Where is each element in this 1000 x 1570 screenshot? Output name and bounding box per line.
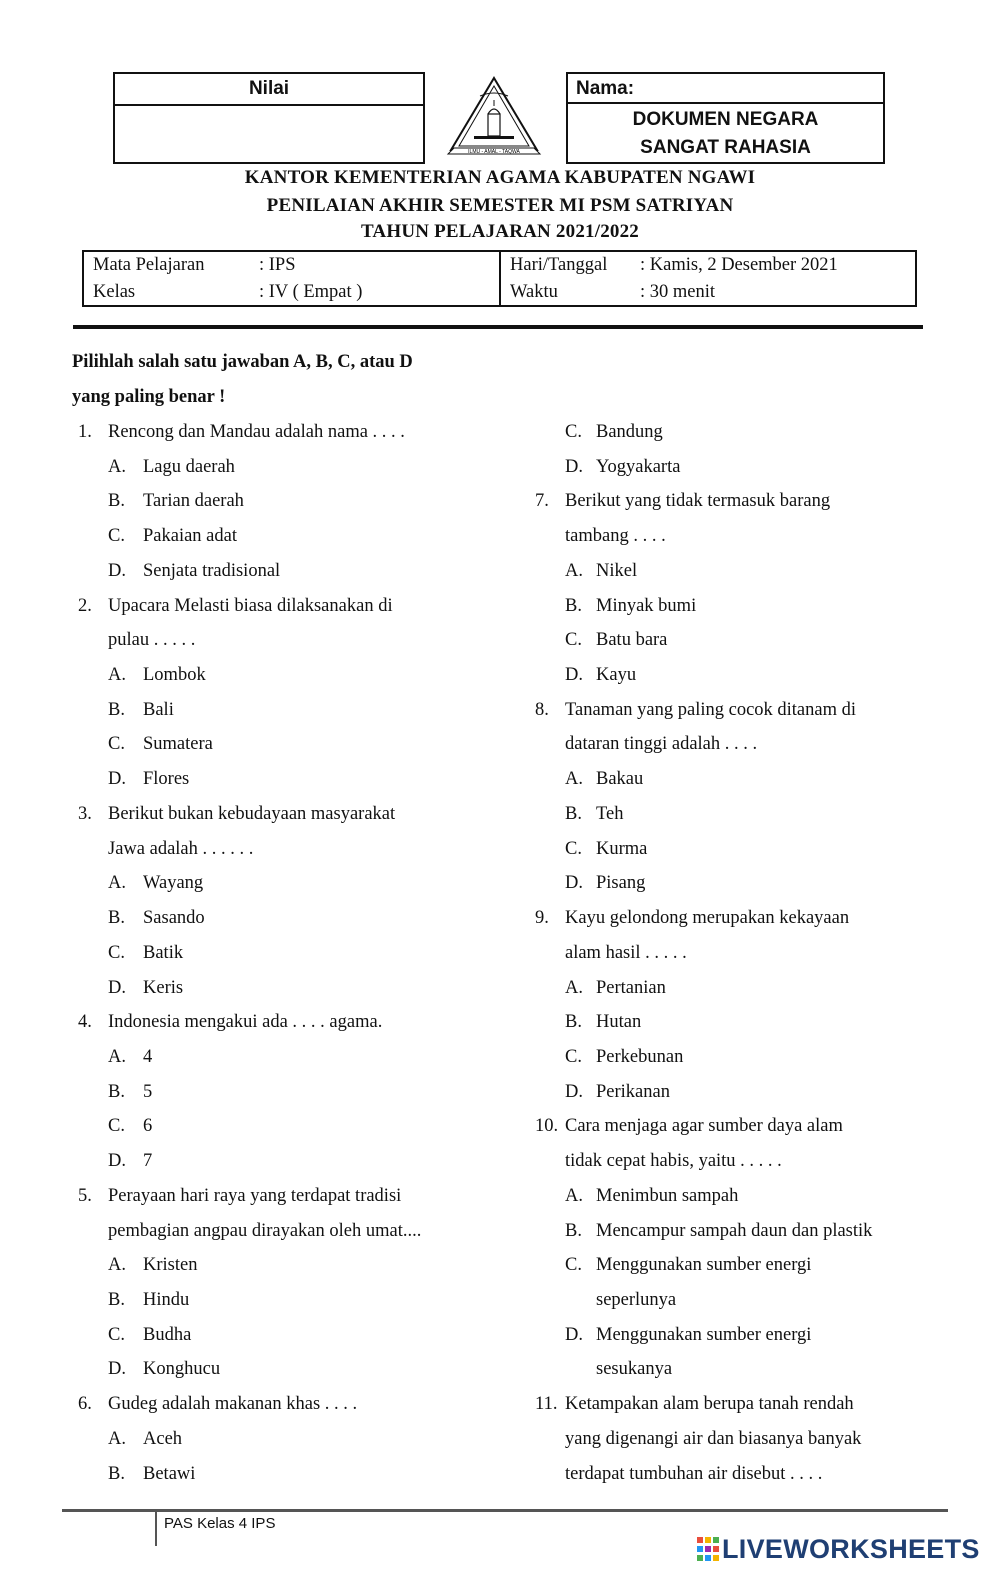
mapel-label: Mata Pelajaran: [93, 255, 205, 275]
question-number: 8.: [535, 699, 549, 720]
question-number: 10.: [535, 1116, 559, 1137]
question-text: pulau . . . . .: [108, 630, 196, 651]
option-text[interactable]: Pertanian: [596, 977, 666, 998]
option-text[interactable]: 4: [143, 1046, 153, 1067]
option-letter[interactable]: D.: [565, 456, 583, 477]
option-letter[interactable]: C.: [565, 1046, 582, 1067]
option-letter[interactable]: B.: [565, 595, 582, 616]
question-number: 9.: [535, 908, 549, 929]
option-text[interactable]: 5: [143, 1081, 153, 1102]
option-letter[interactable]: B.: [108, 491, 125, 512]
option-letter[interactable]: A.: [108, 1428, 126, 1449]
question-text: Jawa adalah . . . . . .: [108, 838, 254, 859]
option-text[interactable]: Menggunakan sumber energi: [596, 1324, 812, 1345]
hari-value: : Kamis, 2 Desember 2021: [640, 255, 838, 275]
option-letter[interactable]: A.: [108, 1046, 126, 1067]
option-text[interactable]: Lombok: [143, 665, 206, 686]
header-separator: [73, 325, 923, 329]
option-letter[interactable]: A.: [565, 977, 583, 998]
nama-box: [566, 72, 885, 164]
option-letter[interactable]: D.: [565, 873, 583, 894]
option-text[interactable]: Bali: [143, 699, 174, 720]
option-letter[interactable]: B.: [565, 1012, 582, 1033]
question-text: Cara menjaga agar sumber daya alam: [565, 1116, 843, 1137]
mapel-value: : IPS: [259, 255, 296, 275]
option-text[interactable]: Budha: [143, 1324, 192, 1345]
option-letter[interactable]: A.: [565, 1185, 583, 1206]
option-text[interactable]: Teh: [596, 803, 624, 824]
question-text: Rencong dan Mandau adalah nama . . . .: [108, 422, 405, 442]
option-text[interactable]: Tarian daerah: [143, 491, 244, 512]
question-text: Tanaman yang paling cocok ditanam di: [565, 699, 857, 720]
option-text[interactable]: Menggunakan sumber energi: [596, 1255, 812, 1276]
option-letter[interactable]: C.: [108, 526, 125, 547]
waktu-label: Waktu: [510, 282, 558, 302]
hari-label: Hari/Tanggal: [510, 255, 608, 275]
question-number: 7.: [535, 491, 549, 512]
liveworksheets-logo-icon: [697, 1537, 719, 1561]
option-text[interactable]: Aceh: [143, 1428, 183, 1449]
option-letter[interactable]: B.: [108, 1081, 125, 1102]
option-letter[interactable]: A.: [565, 560, 583, 581]
option-letter[interactable]: A.: [108, 665, 126, 686]
option-text[interactable]: Hindu: [143, 1290, 190, 1310]
option-letter[interactable]: A.: [565, 769, 583, 790]
option-letter[interactable]: C.: [108, 1324, 125, 1345]
option-text[interactable]: Yogyakarta: [596, 456, 681, 477]
nilai-label: Nilai: [115, 74, 423, 106]
option-text[interactable]: Betawi: [143, 1463, 196, 1484]
option-text[interactable]: Flores: [143, 769, 190, 790]
question-text: tambang . . . .: [565, 526, 666, 547]
question-text: Berikut yang tidak termasuk barang: [565, 491, 831, 512]
option-letter[interactable]: B.: [108, 699, 125, 720]
option-text[interactable]: Keris: [143, 977, 184, 998]
option-letter[interactable]: D.: [108, 977, 126, 998]
option-text[interactable]: Bakau: [596, 769, 644, 790]
footer-label: PAS Kelas 4 IPS: [164, 1515, 276, 1532]
option-letter[interactable]: D.: [565, 665, 583, 686]
option-letter[interactable]: C.: [565, 1255, 582, 1276]
question-text: tidak cepat habis, yaitu . . . . .: [565, 1151, 782, 1172]
option-text[interactable]: Kristen: [143, 1255, 198, 1276]
option-text[interactable]: Pakaian adat: [143, 526, 237, 547]
footer-tick: [155, 1512, 157, 1546]
doc-line1: DOKUMEN NEGARA: [632, 109, 819, 130]
option-text[interactable]: seperlunya: [596, 1290, 677, 1310]
kelas-label: Kelas: [93, 282, 136, 302]
footer-rule: [62, 1509, 948, 1512]
option-text[interactable]: Sasando: [143, 908, 205, 929]
question-text: Upacara Melasti biasa dilaksanakan di: [108, 595, 393, 616]
option-text[interactable]: Kayu: [596, 665, 637, 686]
option-letter[interactable]: B.: [108, 1290, 125, 1310]
option-letter[interactable]: D.: [565, 1081, 583, 1102]
kelas-value: : IV ( Empat ): [259, 282, 363, 302]
title-line2: PENILAIAN AKHIR SEMESTER MI PSM SATRIYAN: [266, 195, 734, 216]
option-text[interactable]: Perikanan: [596, 1081, 670, 1102]
option-text[interactable]: Pisang: [596, 873, 646, 894]
option-letter[interactable]: A.: [108, 873, 126, 894]
option-text[interactable]: Bandung: [596, 422, 663, 442]
info-divider: [499, 252, 501, 305]
question-number: 3.: [78, 803, 92, 824]
waktu-value: : 30 menit: [640, 282, 716, 302]
instruction-line2: yang paling benar !: [72, 387, 226, 407]
question-text: terdapat tumbuhan air disebut . . . .: [565, 1463, 823, 1484]
option-letter[interactable]: B.: [565, 803, 582, 824]
option-letter[interactable]: C.: [108, 942, 125, 963]
question-number: 6.: [78, 1394, 92, 1415]
instruction-line1: Pilihlah salah satu jawaban A, B, C, atau D: [72, 352, 413, 372]
option-letter[interactable]: A.: [108, 1255, 126, 1276]
option-letter[interactable]: D.: [565, 1324, 583, 1345]
question-number: 11.: [535, 1394, 558, 1415]
option-text[interactable]: Perkebunan: [596, 1046, 684, 1067]
option-text[interactable]: Batu bara: [596, 630, 668, 651]
option-text[interactable]: Batik: [143, 942, 184, 963]
option-letter[interactable]: D.: [108, 769, 126, 790]
question-number: 2.: [78, 595, 92, 616]
logo-motto: ILMU - AMAL - TAQWA: [468, 149, 520, 155]
question-text: Perayaan hari raya yang terdapat tradisi: [108, 1185, 402, 1206]
option-text[interactable]: Kurma: [596, 838, 648, 859]
school-logo: [444, 74, 544, 160]
option-letter[interactable]: C.: [565, 838, 582, 859]
option-text[interactable]: Konghucu: [143, 1359, 221, 1380]
liveworksheets-brand[interactable]: [697, 1534, 980, 1564]
question-text: yang digenangi air dan biasanya banyak: [565, 1428, 862, 1449]
option-letter[interactable]: D.: [108, 560, 126, 581]
option-text[interactable]: Menimbun sampah: [596, 1185, 739, 1206]
option-text[interactable]: Sumatera: [143, 734, 213, 755]
option-letter[interactable]: D.: [108, 1151, 126, 1172]
option-text[interactable]: Lagu daerah: [143, 456, 235, 477]
option-letter[interactable]: A.: [108, 456, 126, 477]
liveworksheets-text: LIVEWORKSHEETS: [722, 1533, 980, 1564]
nilai-box: [113, 72, 425, 164]
option-letter[interactable]: C.: [565, 422, 582, 442]
option-text[interactable]: Wayang: [143, 873, 204, 894]
question-text: Indonesia mengakui ada . . . . agama.: [108, 1012, 383, 1033]
question-number: 4.: [78, 1012, 92, 1033]
option-letter[interactable]: B.: [565, 1220, 582, 1241]
option-text[interactable]: 6: [143, 1116, 153, 1137]
option-letter[interactable]: B.: [108, 908, 125, 929]
info-table: [82, 250, 917, 307]
option-text[interactable]: Hutan: [596, 1012, 642, 1033]
option-text[interactable]: Nikel: [596, 560, 638, 581]
option-letter[interactable]: C.: [565, 630, 582, 651]
option-text[interactable]: Mencampur sampah daun dan plastik: [596, 1220, 873, 1241]
title-line3: TAHUN PELAJARAN 2021/2022: [360, 221, 640, 242]
option-text[interactable]: 7: [143, 1151, 153, 1172]
question-number: 5.: [78, 1185, 92, 1206]
option-text[interactable]: sesukanya: [596, 1359, 673, 1380]
option-text[interactable]: Senjata tradisional: [143, 560, 281, 581]
option-letter[interactable]: C.: [108, 1116, 125, 1137]
question-number: 1.: [78, 422, 92, 442]
option-letter[interactable]: B.: [108, 1463, 125, 1484]
option-letter[interactable]: D.: [108, 1359, 126, 1380]
option-letter[interactable]: C.: [108, 734, 125, 755]
question-text: Kayu gelondong merupakan kekayaan: [565, 908, 850, 929]
option-text[interactable]: Minyak bumi: [596, 595, 697, 616]
question-text: alam hasil . . . . .: [565, 942, 687, 963]
title-line1: KANTOR KEMENTERIAN AGAMA KABUPATEN NGAWI: [244, 167, 756, 188]
question-text: Berikut bukan kebudayaan masyarakat: [108, 803, 396, 824]
school-logo-icon: [444, 74, 544, 160]
question-text: Ketampakan alam berupa tanah rendah: [565, 1394, 854, 1415]
question-text: dataran tinggi adalah . . . .: [565, 734, 758, 755]
question-text: Gudeg adalah makanan khas . . . .: [108, 1394, 358, 1415]
question-text: pembagian angpau dirayakan oleh umat....: [108, 1220, 422, 1241]
doc-line2: SANGAT RAHASIA: [640, 137, 811, 158]
nama-label: Nama:: [568, 74, 883, 104]
